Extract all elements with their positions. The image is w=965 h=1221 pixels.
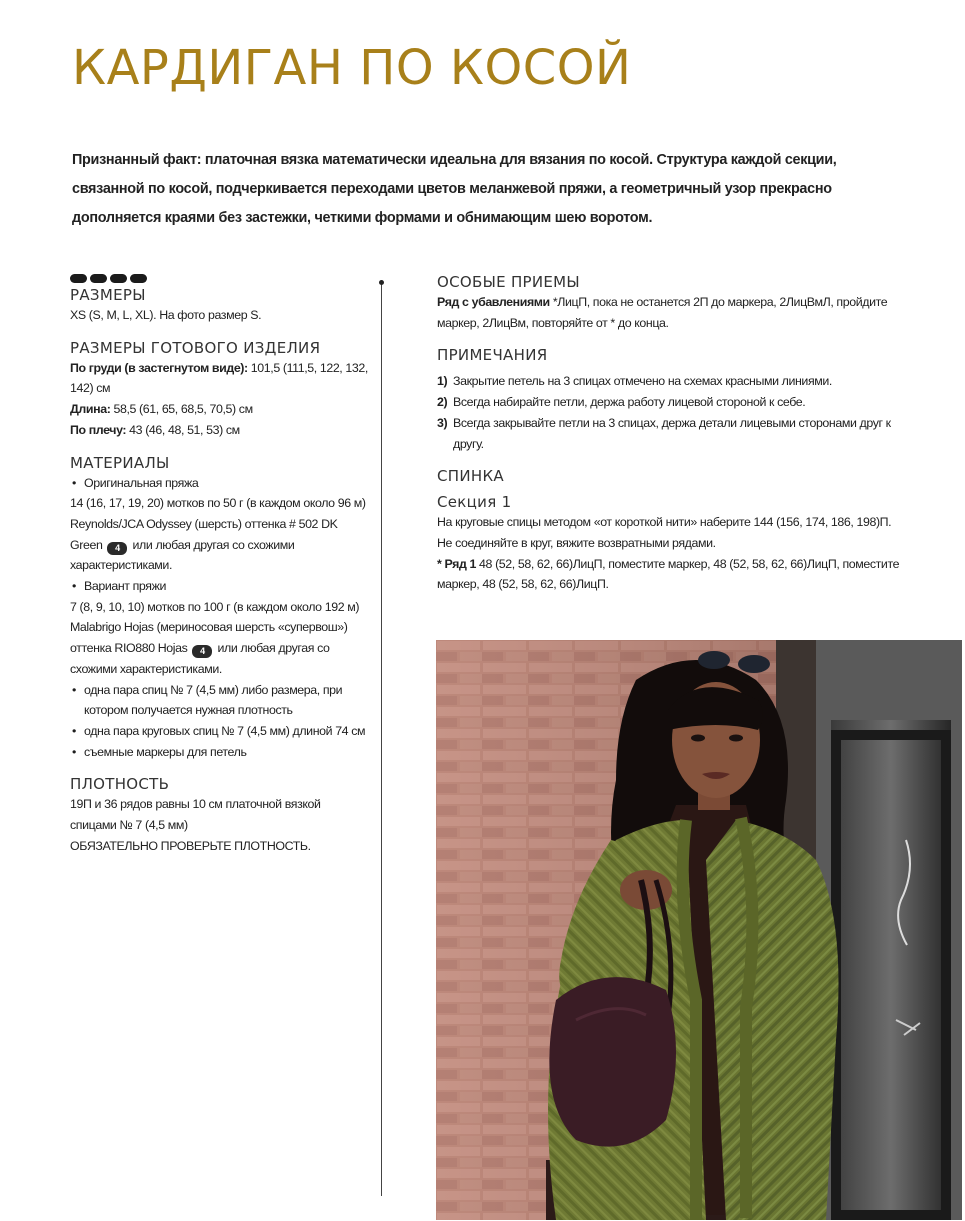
left-column [70,274,370,856]
shoulder-measurement: По плечу: 43 (46, 48, 51, 53) см [70,422,240,437]
model-photo [436,640,962,1220]
yarn1-text: 14 (16, 17, 19, 20) мотков по 50 г (в каждом около 96 м) Reynolds/JCA Odyssey (шерсть) оттенка # 502 DK Green 4 или любая другая со схожими характеристиками. [70,496,366,573]
finished-heading: РАЗМЕРЫ ГОТОВОГО ИЗДЕЛИЯ [70,338,321,357]
gauge-text: 19П и 36 рядов равны 10 см платочной вязкой спицами № 7 (4,5 мм) [70,797,321,833]
materials-heading: МАТЕРИАЛЫ [70,453,170,472]
list-item: • одна пара круговых спиц № 7 (4,5 мм) длиной 74 см [70,721,370,742]
yarn-weight-badge: 4 [107,542,127,555]
sizes-text: XS (S, M, L, XL). На фото размер S. [70,308,262,322]
column-divider-dot [379,280,384,285]
list-item: 1) Закрытие петель на 3 спицах отмечено на схемах красными линиями. [437,374,832,389]
list-item: 2) Всегда набирайте петли, держа работу лицевой стороной к себе. [437,395,806,410]
list-item: • съемные маркеры для петель [70,742,370,763]
special-heading: ОСОБЫЕ ПРИЕМЫ [437,273,580,291]
gauge-heading: ПЛОТНОСТЬ [70,775,170,794]
materials-list-a [70,473,370,494]
yarn-weight-badge: 4 [192,645,212,658]
page-title: КАРДИГАН ПО КОСОЙ [72,40,632,96]
length-measurement: Длина: 58,5 (61, 65, 68,5, 70,5) см [70,402,253,417]
sizes-heading: РАЗМЕРЫ [70,286,146,304]
special-text: Ряд с убавлениями *ЛицП, пока не останется 2П до маркера, 2ЛицВмЛ, пройдите маркер, 2ЛицВм, повторяйте от * до конца. [437,295,888,330]
list-item: 3) Всегда закрывайте петли на 3 спицах, держа детали лицевыми сторонами друг к другу. [437,415,891,451]
notes-heading: ПРИМЕЧАНИЯ [437,346,548,365]
right-column [437,272,907,595]
back-text: На круговые спицы методом «от короткой нити» наберите 144 (156, 174, 186, 198)П. Не соединяйте в круг, вяжите возвратными рядами. [437,515,892,550]
chest-measurement: По груди (в застегнутом виде): 101,5 (111,5, 122, 132, 142) см [70,360,368,396]
tools-list [70,680,370,763]
column-divider [381,282,382,1196]
difficulty-icon [70,274,370,283]
intro-paragraph: Признанный факт: платочная вязка математически идеальна для вязания по косой. Структура каждой секции, связанной по косой, подчеркивается переходами цветов меланжевой пряжи, а геометричный узор прекрасно дополняется краями без застежки, четкими формами и обнимающим шею воротом. [72,152,837,226]
notes-list [437,371,907,454]
row-1-text: * Ряд 1 48 (52, 58, 62, 66)ЛицП, поместите маркер, 48 (52, 58, 62, 66)ЛицП, поместите маркер, 48 (52, 58, 62, 66)ЛицП. [437,556,900,592]
section-heading: Секция 1 [437,493,512,512]
back-heading: СПИНКА [437,467,504,486]
list-item: • одна пара спиц № 7 (4,5 мм) либо размера, при котором получается нужная плотность [70,680,370,721]
gauge-warning: ОБЯЗАТЕЛЬНО ПРОВЕРЬТЕ ПЛОТНОСТЬ. [70,838,311,853]
yarn2-text: 7 (8, 9, 10, 10) мотков по 100 г (в каждом около 192 м) Malabrigo Hojas (мериносовая шерсть «супервош») оттенка RIO880 Hojas 4 или любая другая со схожими характеристиками. [70,599,360,676]
materials-list-b [70,576,370,597]
yarn2-label: • Вариант пряжи [70,576,370,597]
yarn1-label: • Оригинальная пряжа [70,473,370,494]
